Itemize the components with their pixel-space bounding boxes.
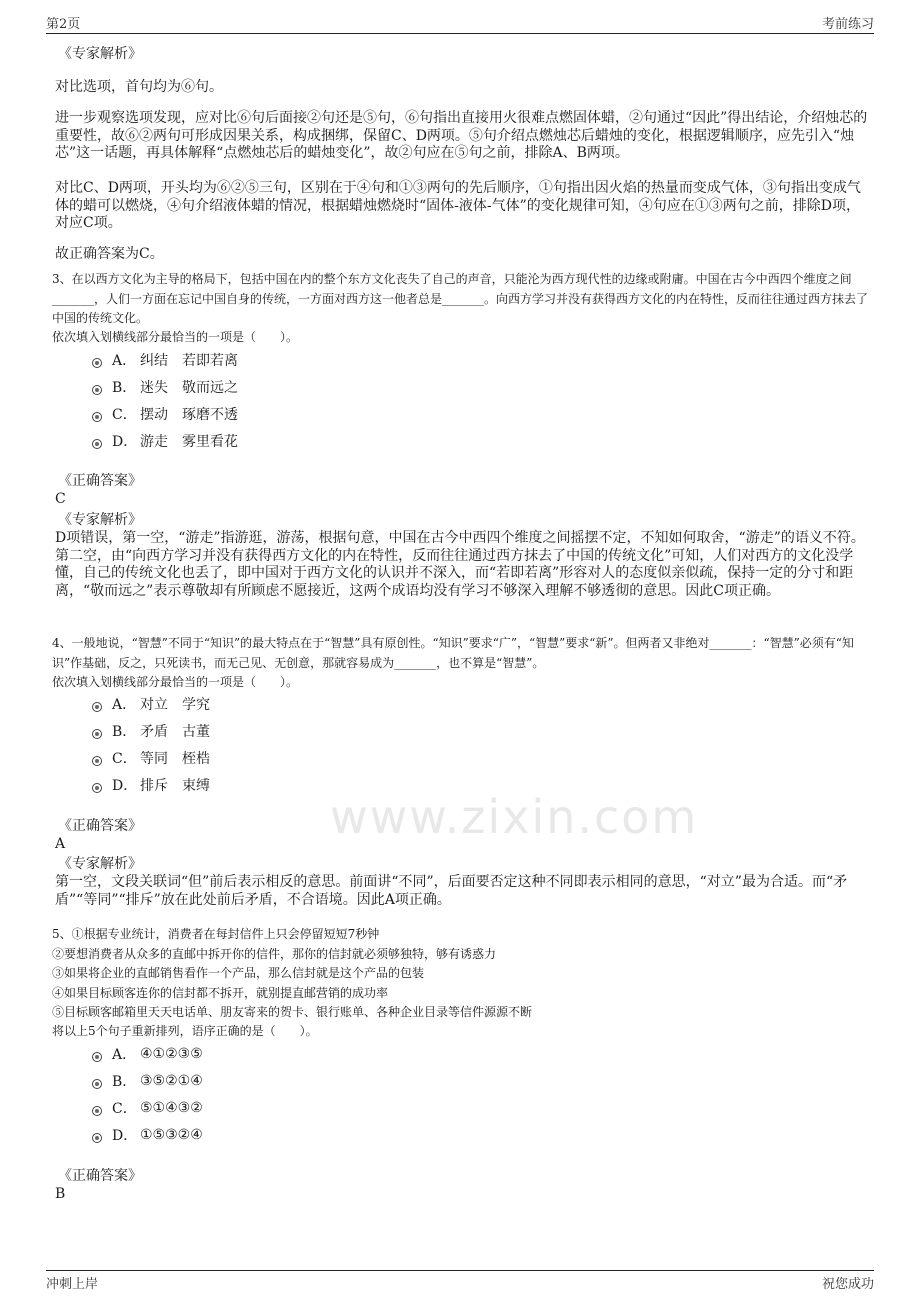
q3-answer: C bbox=[55, 491, 66, 507]
q5-stem-line-4: ④如果目标顾客连你的信封都不拆开，就别提直邮营销的成功率 bbox=[52, 986, 389, 1000]
q4-stem: 4、一般地说，“智慧”不同于“知识”的最大特点在于“智慧”具有原创性。“知识”要求“广”，“智慧”要求“新”。但两者又非绝对_______：“智慧”必须有“知识”作基础，反之，只死读书，而无己见、无创意，那就容易成为_______，也不算是“智慧”。 bbox=[52, 636, 854, 670]
radio-icon[interactable] bbox=[92, 702, 102, 712]
footer-left-text: 冲刺上岸 bbox=[46, 1276, 99, 1292]
q5-option-b[interactable]: B． ③⑤②①④ bbox=[92, 1071, 203, 1091]
radio-icon[interactable] bbox=[92, 1079, 102, 1089]
radio-icon[interactable] bbox=[92, 439, 102, 449]
radio-icon[interactable] bbox=[92, 385, 102, 395]
q4-answer-label: 《正确答案》 bbox=[58, 818, 142, 834]
q4-option-b[interactable]: B． 矛盾 古董 bbox=[92, 721, 210, 741]
q3-option-a[interactable]: A． 纠结 若即若离 bbox=[92, 350, 238, 370]
q3-option-d[interactable]: D． 游走 雾里看花 bbox=[92, 431, 238, 451]
q2-analysis-p1: 对比选项，首句均为⑥句。 bbox=[55, 79, 223, 95]
q5-stem-line-3: ③如果将企业的直邮销售看作一个产品，那么信封就是这个产品的包装 bbox=[52, 966, 425, 980]
footer-divider bbox=[46, 1270, 874, 1271]
q3-option-c[interactable]: C． 摆动 琢磨不透 bbox=[92, 404, 238, 424]
watermark: www.zixin.com bbox=[330, 790, 699, 844]
q4-analysis-label: 《专家解析》 bbox=[58, 856, 142, 872]
q4-option-a[interactable]: A． 对立 学究 bbox=[92, 694, 210, 714]
q2-analysis-p4: 故正确答案为C。 bbox=[55, 246, 164, 262]
radio-icon[interactable] bbox=[92, 783, 102, 793]
q3-analysis-label: 《专家解析》 bbox=[58, 512, 142, 528]
q3-prompt: 依次填入划横线部分最恰当的一项是（ ）。 bbox=[52, 330, 299, 344]
q5-answer-label: 《正确答案》 bbox=[58, 1168, 142, 1184]
page-number: 第2页 bbox=[46, 16, 81, 32]
header-title: 考前练习 bbox=[821, 16, 874, 32]
q5-stem-line-5: ⑤目标顾客邮箱里天天电话单、朋友寄来的贺卡、银行账单、各种企业目录等信件源源不断 bbox=[52, 1005, 533, 1019]
footer-right-text: 祝您成功 bbox=[821, 1276, 874, 1292]
q2-analysis-label: 《专家解析》 bbox=[58, 46, 142, 62]
q3-analysis: D项错误，第一空，“游走”指游逛，游荡，根据句意，中国在古今中西四个维度之间摇摆不定，不知如何取舍，“游走”的语义不符。第二空，由“向西方学习并没有获得西方文化的内在特性，反而往往通过西方抹去了中国的传统文化”可知，人们对西方的文化没学懂，自己的传统文化也丢了，即中国对于西方文化的认识并不深入，而“若即若离”形容对人的态度似亲似疏，保持一定的分寸和距离，“敬而远之”表示尊敬却有所顾虑不愿接近，这两个成语均没有学习不够深入理解不够透彻的意思。因此C项正确。 bbox=[55, 530, 865, 599]
q3-answer-label: 《正确答案》 bbox=[58, 473, 142, 489]
radio-icon[interactable] bbox=[92, 1106, 102, 1116]
radio-icon[interactable] bbox=[92, 1052, 102, 1062]
radio-icon[interactable] bbox=[92, 756, 102, 766]
q4-prompt: 依次填入划横线部分最恰当的一项是（ ）。 bbox=[52, 675, 299, 689]
q4-option-c[interactable]: C． 等同 桎梏 bbox=[92, 748, 210, 768]
q2-analysis-p3: 对比C、D两项，开头均为⑥②⑤三句，区别在于④句和①③两句的先后顺序，①句指出因火焰的热量而变成气体，③句指出变成气体的蜡可以燃烧，④句介绍液体蜡的情况，根据蜡烛燃烧时“固体-液体-气体”的变化规律可知，④句应在①③两句之前，排除D项，对应C项。 bbox=[55, 180, 861, 231]
q4-answer: A bbox=[55, 836, 66, 852]
radio-icon[interactable] bbox=[92, 358, 102, 368]
radio-icon[interactable] bbox=[92, 729, 102, 739]
header-divider bbox=[46, 33, 874, 34]
q5-prompt: 将以上5个句子重新排列，语序正确的是（ ）。 bbox=[52, 1024, 318, 1038]
radio-icon[interactable] bbox=[92, 412, 102, 422]
q2-analysis-p2: 进一步观察选项发现，应对比⑥句后面接②句还是⑤句，⑥句指出直接用火很难点燃固体蜡，②句通过“因此”得出结论，介绍烛芯的重要性，故⑥②两句可形成因果关系，构成捆绑，保留C、D两项。⑤句介绍点燃烛芯后蜡烛的变化，根据逻辑顺序，应先引入“烛芯”这一话题，再具体解释“点燃烛芯后的蜡烛变化”，故②句应在⑤句之前，排除A、B两项。 bbox=[55, 110, 868, 161]
q3-option-b[interactable]: B． 迷失 敬而远之 bbox=[92, 377, 238, 397]
q5-answer: B bbox=[55, 1186, 66, 1202]
page-header bbox=[46, 12, 874, 32]
q5-stem-line-2: ②要想消费者从众多的直邮中拆开你的信件，那你的信封就必须够独特，够有诱惑力 bbox=[52, 947, 497, 961]
q5-option-a[interactable]: A． ④①②③⑤ bbox=[92, 1044, 203, 1064]
q4-analysis: 第一空，文段关联词“但”前后表示相反的意思。前面讲“不同”，后面要否定这种不同即表示相同的意思，“对立”最为合适。而“矛盾”“等同”“排斥”放在此处前后矛盾，不合语境。因此A项正确。 bbox=[55, 874, 848, 908]
q5-stem-line-1: 5、①根据专业统计，消费者在每封信件上只会停留短短7秒钟 bbox=[52, 927, 380, 941]
page-footer bbox=[46, 1273, 874, 1291]
q5-option-d[interactable]: D． ①⑤③②④ bbox=[92, 1125, 203, 1145]
q3-stem: 3、在以西方文化为主导的格局下，包括中国在内的整个东方文化丧失了自己的声音，只能沦为西方现代性的边缘或附庸。中国在古今中西四个维度之间_______，人们一方面在忘记中国自身的传统，一方面对西方这一他者总是_______。向西方学习并没有获得西方文化的内在特性，反而往往通过西方抹去了中国的传统文化。 bbox=[52, 272, 869, 325]
radio-icon[interactable] bbox=[92, 1133, 102, 1143]
q5-option-c[interactable]: C． ⑤①④③② bbox=[92, 1098, 203, 1118]
q4-option-d[interactable]: D． 排斥 束缚 bbox=[92, 775, 210, 795]
